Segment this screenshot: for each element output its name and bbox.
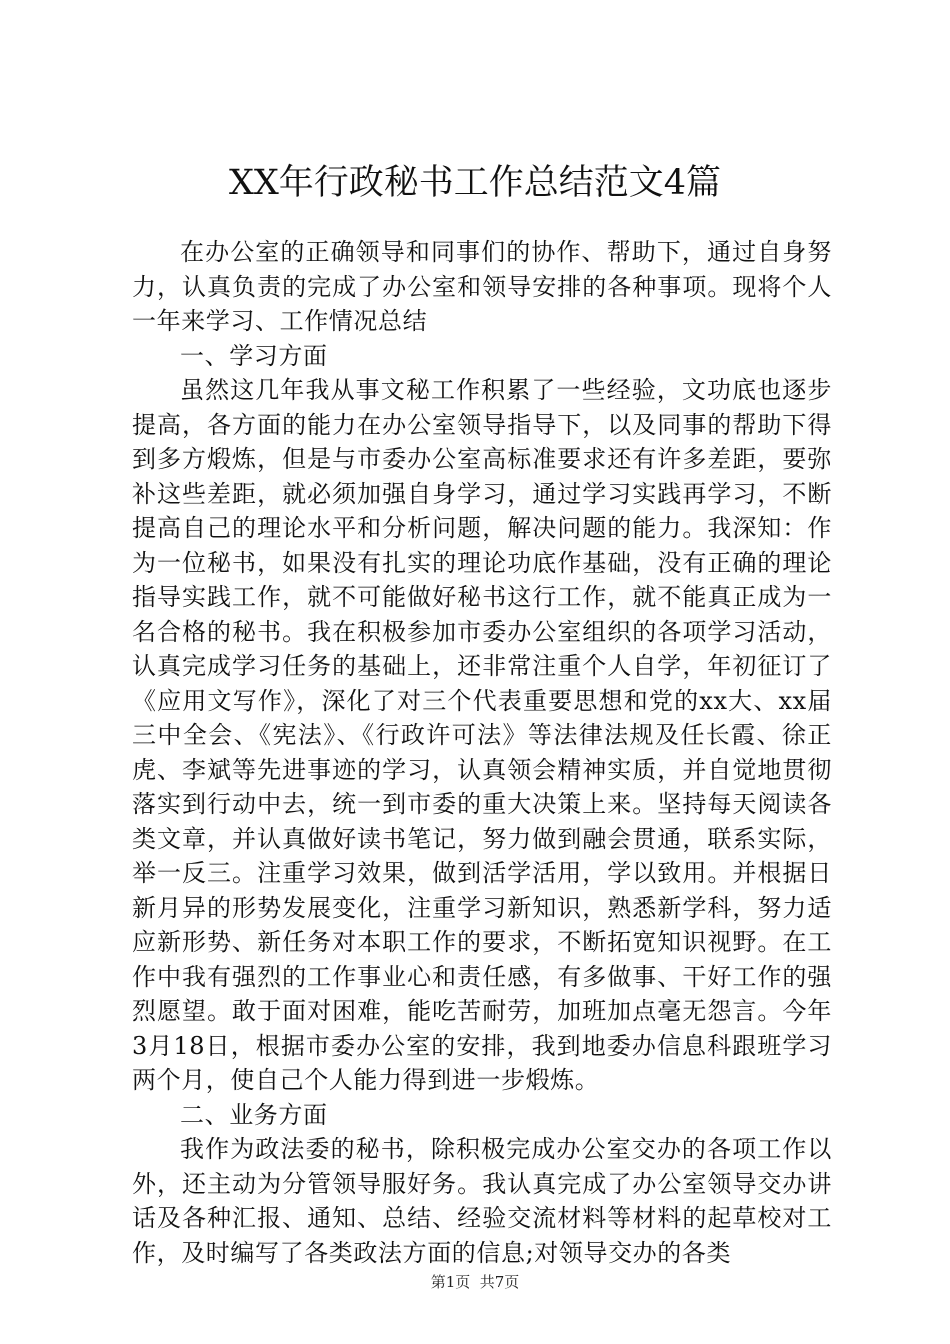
page-footer: [0, 1272, 950, 1292]
page-number-label: 第1页 共7页: [430, 1273, 520, 1291]
document-body: [132, 235, 832, 1270]
paragraph-business: 我作为政法委的秘书，除积极完成办公室交办的各项工作以外，还主动为分管领导服好务。我认真完成了办公室领导交办讲话及各种汇报、通知、总结、经验交流材料等材料的起草校对工作，及时编写了各类政法方面的信息;对领导交办的各类: [132, 1135, 832, 1267]
paragraph-intro: 在办公室的正确领导和同事们的协作、帮助下，通过自身努力，认真负责的完成了办公室和领导安排的各种事项。现将个人一年来学习、工作情况总结: [132, 238, 832, 335]
section-heading-business: 二、业务方面: [180, 1100, 328, 1129]
section-heading-study: 一、学习方面: [180, 341, 328, 370]
paragraph-study: 虽然这几年我从事文秘工作积累了一些经验，文功底也逐步提高，各方面的能力在办公室领导指导下，以及同事的帮助下得到多方煅炼，但是与市委办公室高标准要求还有许多差距，要弥补这些差距，就必须加强自身学习，通过学习实践再学习，不断提高自己的理论水平和分析问题，解决问题的能力。我深知：作为一位秘书，如果没有扎实的理论功底作基础，没有正确的理论指导实践工作，就不可能做好秘书这行工作，就不能真正成为一名合格的秘书。我在积极参加市委办公室组织的各项学习活动，认真完成学习任务的基础上，还非常注重个人自学，年初征订了《应用文写作》，深化了对三个代表重要思想和党的xx大、xx届三中全会、《宪法》、《行政许可法》等法律法规及任长霞、徐正虎、李斌等先进事迹的学习，认真领会精神实质，并自觉地贯彻落实到行动中去，统一到市委的重大决策上来。坚持每天阅读各类文章，并认真做好读书笔记，努力做到融会贯通，联系实际，举一反三。注重学习效果，做到活学活用，学以致用。并根据日新月异的形势发展变化，注重学习新知识，熟悉新学科，努力适应新形势、新任务对本职工作的要求，不断拓宽知识视野。在工作中我有强烈的工作事业心和责任感，有多做事、干好工作的强烈愿望。敢于面对困难，能吃苦耐劳，加班加点毫无怨言。今年3月18日，根据市委办公室的安排，我到地委办信息科跟班学习两个月，使自己个人能力得到进一步煅炼。: [132, 376, 832, 1094]
document-title: XX年行政秘书工作总结范文4篇: [228, 163, 722, 203]
